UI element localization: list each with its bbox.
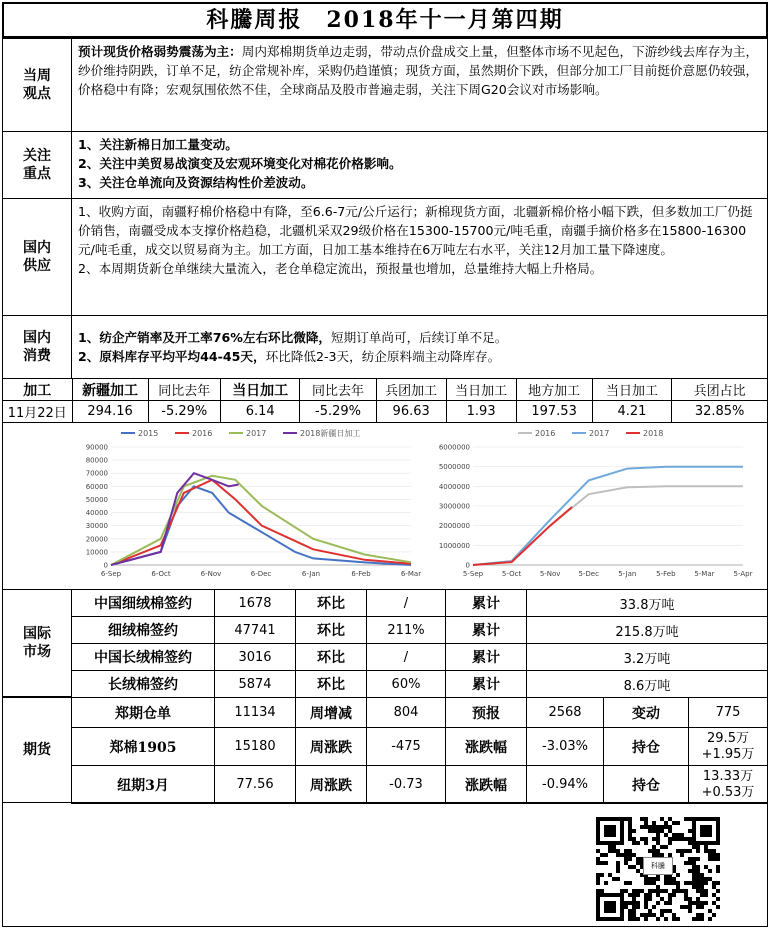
processing-header: 当日加工 bbox=[446, 379, 516, 401]
int-cell: / bbox=[367, 590, 446, 617]
fut-cell: 804 bbox=[367, 698, 446, 728]
page-title: 科騰周报 2018年十一月第四期 bbox=[2, 2, 768, 38]
fut-cell: 2568 bbox=[527, 698, 604, 728]
x-tick-label: 5-Feb bbox=[656, 570, 676, 578]
int-cell: 细绒棉签约 bbox=[72, 617, 215, 644]
y-tick-label: 3000000 bbox=[438, 502, 470, 511]
int-cell: 8.6万吨 bbox=[527, 671, 768, 698]
x-tick-label: 5-Mar bbox=[694, 570, 715, 578]
y-tick-label: 10000 bbox=[85, 548, 108, 557]
legend-label: 2017 bbox=[589, 429, 610, 438]
y-tick-label: 50000 bbox=[85, 495, 108, 504]
weekly-view-text bbox=[71, 38, 768, 132]
weekly-view-lead: 预计现货价格弱势震荡为主： bbox=[78, 44, 242, 59]
int-cell: 中国长绒棉签约 bbox=[72, 644, 215, 671]
fut-cell: 纽期3月 bbox=[72, 766, 215, 804]
supply-paragraph-2: 2、本周期货新仓单继续大量流入，老仓单稳定流出，预报量也增加，总量维持大幅上升格局。 bbox=[78, 261, 603, 276]
international-table bbox=[71, 589, 768, 698]
processing-cell: 197.53 bbox=[516, 401, 592, 423]
legend-label: 2018 bbox=[643, 429, 664, 438]
legend-label: 2015 bbox=[138, 429, 159, 438]
fut-cell: 周增减 bbox=[296, 698, 367, 728]
int-cell: 215.8万吨 bbox=[527, 617, 768, 644]
fut-cell: 变动 bbox=[604, 698, 689, 728]
consume-line2-rest: 环比降低2-3天，纺企原料端主动降库存。 bbox=[265, 349, 501, 364]
x-tick-label: 6-Mar bbox=[400, 570, 421, 578]
series-line-2017 bbox=[473, 467, 743, 565]
fut-cell: 11134 bbox=[215, 698, 296, 728]
processing-cell: 11月22日 bbox=[3, 401, 73, 423]
y-tick-label: 70000 bbox=[85, 469, 108, 478]
processing-cell: 4.21 bbox=[592, 401, 672, 423]
int-cell: 环比 bbox=[296, 644, 367, 671]
y-tick-label: 60000 bbox=[85, 482, 108, 491]
international-row bbox=[72, 617, 768, 644]
consume-line1-rest: 短期订单尚可，后续订单不足。 bbox=[331, 330, 508, 345]
y-tick-label: 20000 bbox=[85, 535, 108, 544]
series-line-2018 bbox=[473, 507, 572, 565]
futures-row bbox=[72, 698, 768, 728]
fut-cell: 持仓 bbox=[604, 766, 689, 804]
processing-header: 当日加工 bbox=[592, 379, 672, 401]
qr-logo: 科騰 bbox=[643, 857, 673, 875]
processing-header: 同比去年 bbox=[300, 379, 376, 401]
processing-cell: 294.16 bbox=[72, 401, 148, 423]
futures-row bbox=[72, 728, 768, 766]
int-cell: 中国细绒棉签约 bbox=[72, 590, 215, 617]
int-cell: 累计 bbox=[446, 617, 527, 644]
fut-cell: 77.56 bbox=[215, 766, 296, 804]
international-row bbox=[72, 644, 768, 671]
processing-cell: 6.14 bbox=[220, 401, 300, 423]
processing-cell: 96.63 bbox=[376, 401, 446, 423]
processing-cell: -5.29% bbox=[148, 401, 220, 423]
int-cell: 47741 bbox=[215, 617, 296, 644]
int-cell: 累计 bbox=[446, 671, 527, 698]
y-tick-label: 5000000 bbox=[438, 463, 470, 472]
fut-cell bbox=[689, 728, 768, 766]
fut-cell: -3.03% bbox=[527, 728, 604, 766]
int-cell: 60% bbox=[367, 671, 446, 698]
x-tick-label: 5-Sep bbox=[462, 570, 484, 578]
processing-cell: 1.93 bbox=[446, 401, 516, 423]
processing-header: 兵团加工 bbox=[376, 379, 446, 401]
processing-table bbox=[2, 378, 768, 423]
supply-paragraph-1: 1、收购方面，南疆籽棉价格稳中有降，至6.6-7元/公斤运行；新棉现货方面，北疆新棉价格小幅下跌，但多数加工厂仍挺价销售，南疆受成本支撑价格趋稳，北疆机采双29级价格在15300-15700元/吨毛重，南疆手摘价格多在15800-16300元/吨毛重，成交以贸易商为主。加工方面，日加工基本维持在6万吨左右水平，关注12月加工量下降速度。 bbox=[78, 204, 753, 257]
fut-cell: 预报 bbox=[446, 698, 527, 728]
x-tick-label: 6-Feb bbox=[351, 570, 371, 578]
fut-cell: -0.94% bbox=[527, 766, 604, 804]
processing-header: 新疆加工 bbox=[72, 379, 148, 401]
cumulative-processing-chart bbox=[423, 425, 753, 587]
fut-position-change: +0.53万 bbox=[701, 784, 755, 800]
legend-label: 2017 bbox=[246, 429, 267, 438]
processing-header: 同比去年 bbox=[148, 379, 220, 401]
weekly-view-body: 周内郑棉期货单边走弱，带动点价盘成交上量，但整体市场不见起色，下游纱线去库存为主，纱价维持阴跌，订单不足，纺企常规补库，采购仍趋谨慎；现货方面，虽然期价下跌，但部分加工厂目前挺价意愿仍较强，价格稳中有降；宏观氛围依然不佳，全球商品及股市普遍走弱，关注下周G20会议对市场影响。 bbox=[78, 44, 759, 97]
fut-cell: 涨跌幅 bbox=[446, 728, 527, 766]
y-tick-label: 30000 bbox=[85, 522, 108, 531]
fut-cell: 周涨跌 bbox=[296, 728, 367, 766]
fut-cell: 郑棉1905 bbox=[72, 728, 215, 766]
fut-cell: -475 bbox=[367, 728, 446, 766]
weekly-view-label: 当周 观点 bbox=[2, 38, 72, 132]
fut-cell: 周涨跌 bbox=[296, 766, 367, 804]
supply-text bbox=[71, 198, 768, 316]
fut-position-change: +1.95万 bbox=[701, 746, 755, 762]
processing-cell: 32.85% bbox=[672, 401, 768, 423]
int-cell: 3016 bbox=[215, 644, 296, 671]
fut-position: 13.33万 bbox=[702, 768, 754, 784]
int-cell: 1678 bbox=[215, 590, 296, 617]
international-row bbox=[72, 590, 768, 617]
x-tick-label: 6-Sep bbox=[100, 570, 122, 578]
processing-header: 地方加工 bbox=[516, 379, 592, 401]
processing-data-row bbox=[3, 401, 768, 423]
futures-table bbox=[71, 697, 768, 804]
y-tick-label: 80000 bbox=[85, 456, 108, 465]
processing-header: 加工 bbox=[3, 379, 73, 401]
int-cell: 3.2万吨 bbox=[527, 644, 768, 671]
x-tick-label: 5-Oct bbox=[501, 570, 522, 578]
y-tick-label: 4000000 bbox=[438, 482, 470, 491]
y-tick-label: 2000000 bbox=[438, 522, 470, 531]
daily-processing-chart bbox=[71, 425, 421, 587]
x-tick-label: 5-Nov bbox=[539, 570, 561, 578]
int-cell: 累计 bbox=[446, 590, 527, 617]
fut-cell: -0.73 bbox=[367, 766, 446, 804]
int-cell: 长绒棉签约 bbox=[72, 671, 215, 698]
international-row bbox=[72, 671, 768, 698]
fut-position: 29.5万 bbox=[707, 730, 749, 746]
y-tick-label: 0 bbox=[103, 561, 108, 570]
futures-label: 期货 bbox=[2, 697, 72, 803]
footer-area bbox=[2, 802, 768, 927]
fut-cell: 持仓 bbox=[604, 728, 689, 766]
int-cell: 累计 bbox=[446, 644, 527, 671]
processing-cell: -5.29% bbox=[300, 401, 376, 423]
focus-item: 3、关注仓单流向及资源结构性价差波动。 bbox=[78, 175, 314, 190]
consume-label: 国内 消费 bbox=[2, 315, 72, 379]
y-tick-label: 6000000 bbox=[438, 443, 470, 452]
x-tick-label: 6-Dec bbox=[250, 570, 272, 578]
focus-item: 1、关注新棉日加工量变动。 bbox=[78, 137, 238, 152]
int-cell: / bbox=[367, 644, 446, 671]
legend-label: 2018新疆日加工 bbox=[300, 429, 361, 438]
y-tick-label: 1000000 bbox=[438, 541, 470, 550]
processing-header: 当日加工 bbox=[220, 379, 300, 401]
x-tick-label: 5-Dec bbox=[578, 570, 599, 578]
legend-label: 2016 bbox=[192, 429, 213, 438]
int-cell: 33.8万吨 bbox=[527, 590, 768, 617]
x-tick-label: 6-Jan bbox=[301, 570, 321, 578]
international-label: 国际 市场 bbox=[2, 589, 72, 697]
focus-label: 关注 重点 bbox=[2, 131, 72, 199]
int-cell: 环比 bbox=[296, 617, 367, 644]
y-tick-label: 40000 bbox=[85, 509, 108, 518]
x-tick-label: 5-Jan bbox=[618, 570, 637, 578]
consume-line2-bold: 2、原料库存平均平均44-45天， bbox=[78, 349, 266, 364]
fut-cell: 15180 bbox=[215, 728, 296, 766]
futures-row bbox=[72, 766, 768, 804]
int-cell: 211% bbox=[367, 617, 446, 644]
y-tick-label: 90000 bbox=[85, 443, 108, 452]
x-tick-label: 6-Oct bbox=[151, 570, 171, 578]
consume-line1-bold: 1、纺企产销率及开工率76%左右环比微降， bbox=[78, 330, 332, 345]
consume-text bbox=[71, 315, 768, 379]
fut-cell: 郑期仓单 bbox=[72, 698, 215, 728]
x-tick-label: 6-Nov bbox=[200, 570, 222, 578]
int-cell: 5874 bbox=[215, 671, 296, 698]
x-tick-label: 5-Apr bbox=[733, 570, 753, 578]
y-tick-label: 0 bbox=[465, 561, 470, 570]
processing-header: 兵团占比 bbox=[672, 379, 768, 401]
charts-area bbox=[2, 422, 768, 590]
focus-list bbox=[71, 131, 768, 199]
fut-cell: 涨跌幅 bbox=[446, 766, 527, 804]
int-cell: 环比 bbox=[296, 590, 367, 617]
int-cell: 环比 bbox=[296, 671, 367, 698]
fut-cell: 775 bbox=[689, 698, 768, 728]
processing-header-row bbox=[3, 379, 768, 401]
legend-label: 2016 bbox=[535, 429, 556, 438]
fut-cell bbox=[689, 766, 768, 804]
supply-label: 国内 供应 bbox=[2, 198, 72, 316]
focus-item: 2、关注中美贸易战演变及宏观环境变化对棉花价格影响。 bbox=[78, 156, 402, 171]
